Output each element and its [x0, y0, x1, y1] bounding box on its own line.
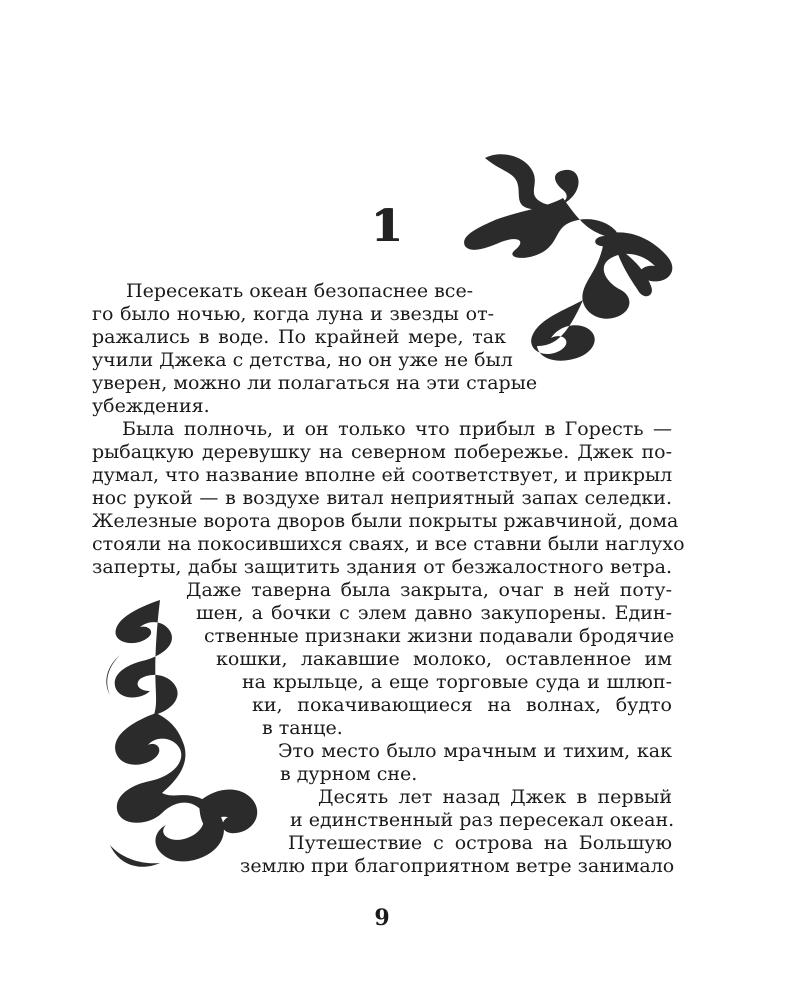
text-line: го было ночью, когда луна и звезды от-	[92, 303, 494, 325]
text-line: учили Джека с детства, но он уже не был	[92, 349, 513, 371]
text-line: на крыльце, а еще торговые суда и шлюп-	[242, 671, 672, 693]
text-line: нос рукой — в воздухе витал неприятный запах селедки.	[92, 487, 672, 509]
text-line: ражались в воде. По крайней мере, так	[92, 326, 506, 348]
page-number: 9	[374, 905, 390, 931]
text-line: думал, что название вполне ей соответствует, и прикрыл	[92, 464, 673, 486]
text-line: землю при благоприятном ветре занимало	[240, 855, 675, 877]
text-line: рыбацкую деревушку на северном побережье. Джек по-	[92, 441, 672, 463]
text-line: шен, а бочки с элем давно закупорены. Един-	[196, 602, 672, 624]
text-line: ственные признаки жизни подавали бродячие	[204, 625, 675, 647]
text-line: заперты, дабы защитить здания от безжалостного ветра.	[92, 556, 672, 578]
text-line: в танце.	[262, 717, 343, 739]
text-line: убеждения.	[92, 395, 210, 417]
text-line: Пересекать океан безопаснее все-	[126, 280, 474, 302]
text-line: Это место было мрачным и тихим, как	[278, 740, 672, 762]
text-line: Десять лет назад Джек в первый	[318, 786, 672, 808]
text-line: стояли на покосившихся сваях, и все ставни были наглухо	[92, 533, 685, 555]
text-line: Путешествие с острова на Большую	[288, 832, 672, 854]
text-line: Была полночь, и он только что прибыл в Горесть —	[122, 418, 672, 440]
chapter-number: 1	[371, 201, 403, 252]
text-line: Даже таверна была закрыта, очаг в ней поту-	[186, 579, 672, 601]
text-line: уверен, можно ли полагаться на эти старые	[92, 372, 538, 394]
text-line: Железные ворота дворов были покрыты ржавчиной, дома	[92, 510, 679, 532]
text-line: ки, покачивающиеся на волнах, будто	[252, 694, 672, 716]
text-line: и единственный раз пересекал океан.	[290, 809, 675, 831]
text-line: в дурном сне.	[280, 763, 418, 785]
text-line: кошки, лакавшие молоко, оставленное им	[216, 648, 672, 670]
